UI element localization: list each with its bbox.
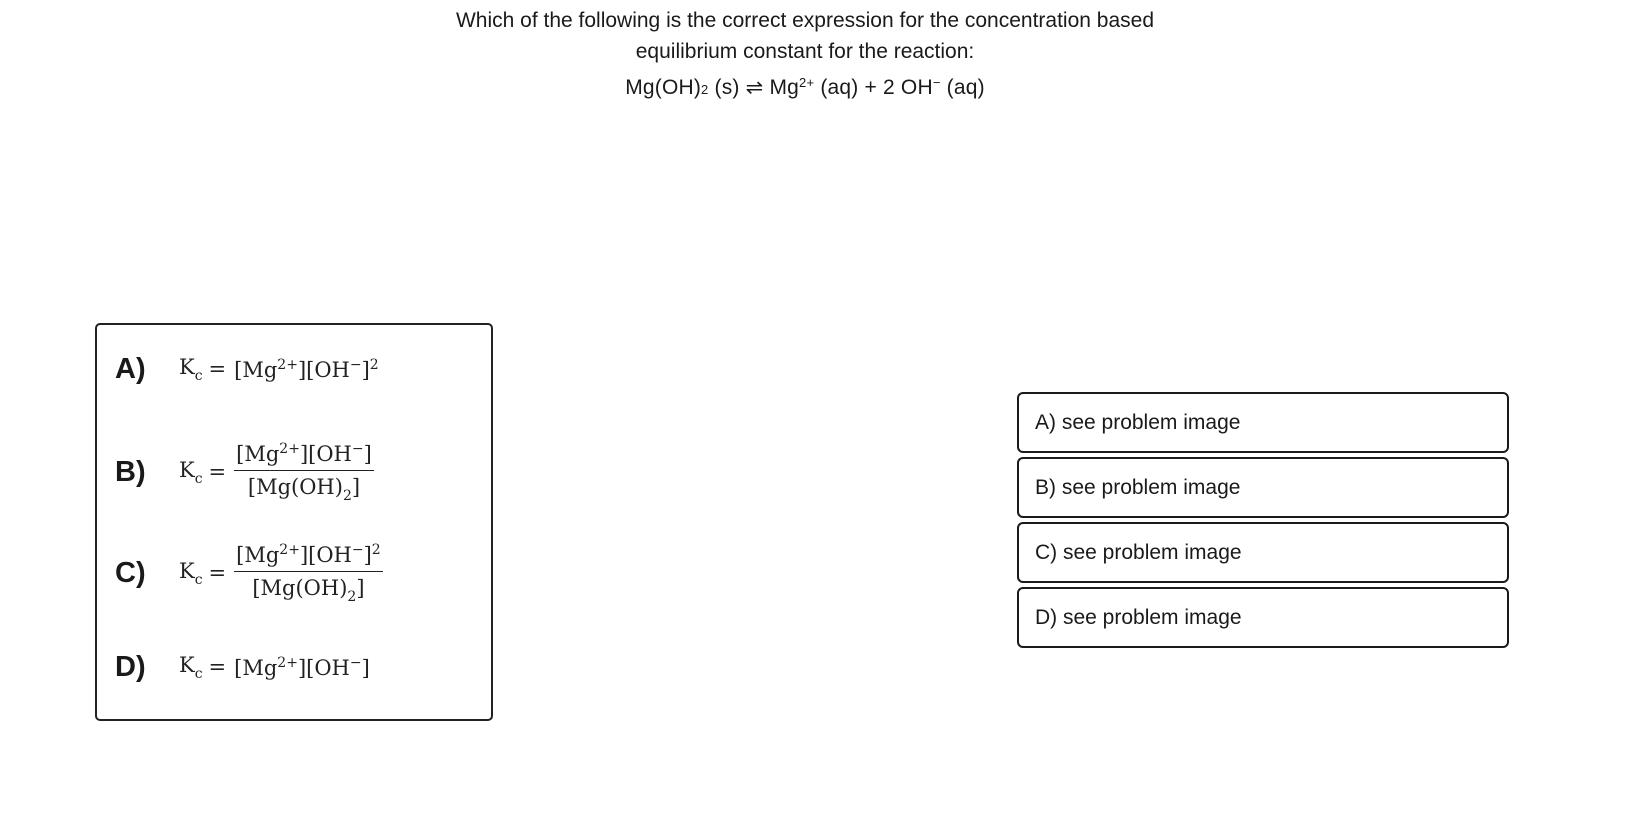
numerator-b: $[Mg^{2+}][OH^-]$ (234, 435, 374, 471)
question-line-2: equilibrium constant for the reaction: (635, 40, 975, 63)
option-letter-b: B) (115, 455, 146, 488)
product-2-state: (aq) (940, 76, 985, 99)
product-1: Mg (763, 76, 800, 99)
answer-button-d[interactable]: D) see problem image (1017, 587, 1509, 648)
reactant: Mg(OH) (625, 76, 702, 99)
problem-option-c (115, 541, 383, 605)
denominator-b: $[Mg(OH)_2]$ (247, 474, 361, 504)
option-letter-c: C) (115, 556, 146, 589)
problem-option-b (115, 440, 374, 504)
equation-d (179, 653, 370, 682)
problem-option-d (115, 647, 370, 687)
equals-sign: = (208, 460, 227, 484)
expression-a: $[Mg^{2+}][OH^-]^2$ (234, 356, 379, 382)
reactant-state: (s) (708, 76, 746, 99)
product-2-charge: − (932, 75, 941, 90)
kc-symbol: $K_c$ (179, 354, 203, 384)
answer-button-b[interactable]: B) see problem image (1017, 457, 1509, 518)
question-line-1: Which of the following is the correct expression for the concentration based (455, 9, 1155, 32)
answer-button-a[interactable]: A) see problem image (1017, 392, 1509, 453)
equals-sign: = (208, 561, 227, 585)
equals-sign: = (208, 655, 227, 679)
expression-d: $[Mg^{2+}][OH^-]$ (234, 654, 370, 680)
kc-symbol: $K_c$ (179, 457, 203, 487)
reaction-equation (400, 67, 1210, 105)
fraction-b (234, 435, 374, 510)
numerator-c: $[Mg^{2+}][OH^-]^2$ (234, 536, 383, 572)
equation-b (179, 435, 374, 510)
answer-button-c[interactable]: C) see problem image (1017, 522, 1509, 583)
equation-a (179, 355, 379, 384)
problem-option-a (115, 349, 379, 389)
kc-symbol: $K_c$ (179, 558, 203, 588)
kc-symbol: $K_c$ (179, 652, 203, 682)
equals-sign: = (208, 357, 227, 381)
option-letter-d: D) (115, 650, 146, 683)
problem-image (95, 323, 493, 721)
equilibrium-arrow: ⇌ (745, 76, 764, 99)
reactant-subscript: 2 (701, 82, 709, 97)
option-letter-a: A) (115, 352, 146, 385)
fraction-c (234, 536, 383, 611)
answer-choices (1017, 392, 1509, 652)
product-1-charge: 2+ (799, 75, 815, 90)
equation-c (179, 536, 383, 611)
question-text (400, 5, 1210, 105)
denominator-c: $[Mg(OH)_2]$ (252, 575, 365, 605)
product-1-state: (aq) + 2 OH (814, 76, 933, 99)
